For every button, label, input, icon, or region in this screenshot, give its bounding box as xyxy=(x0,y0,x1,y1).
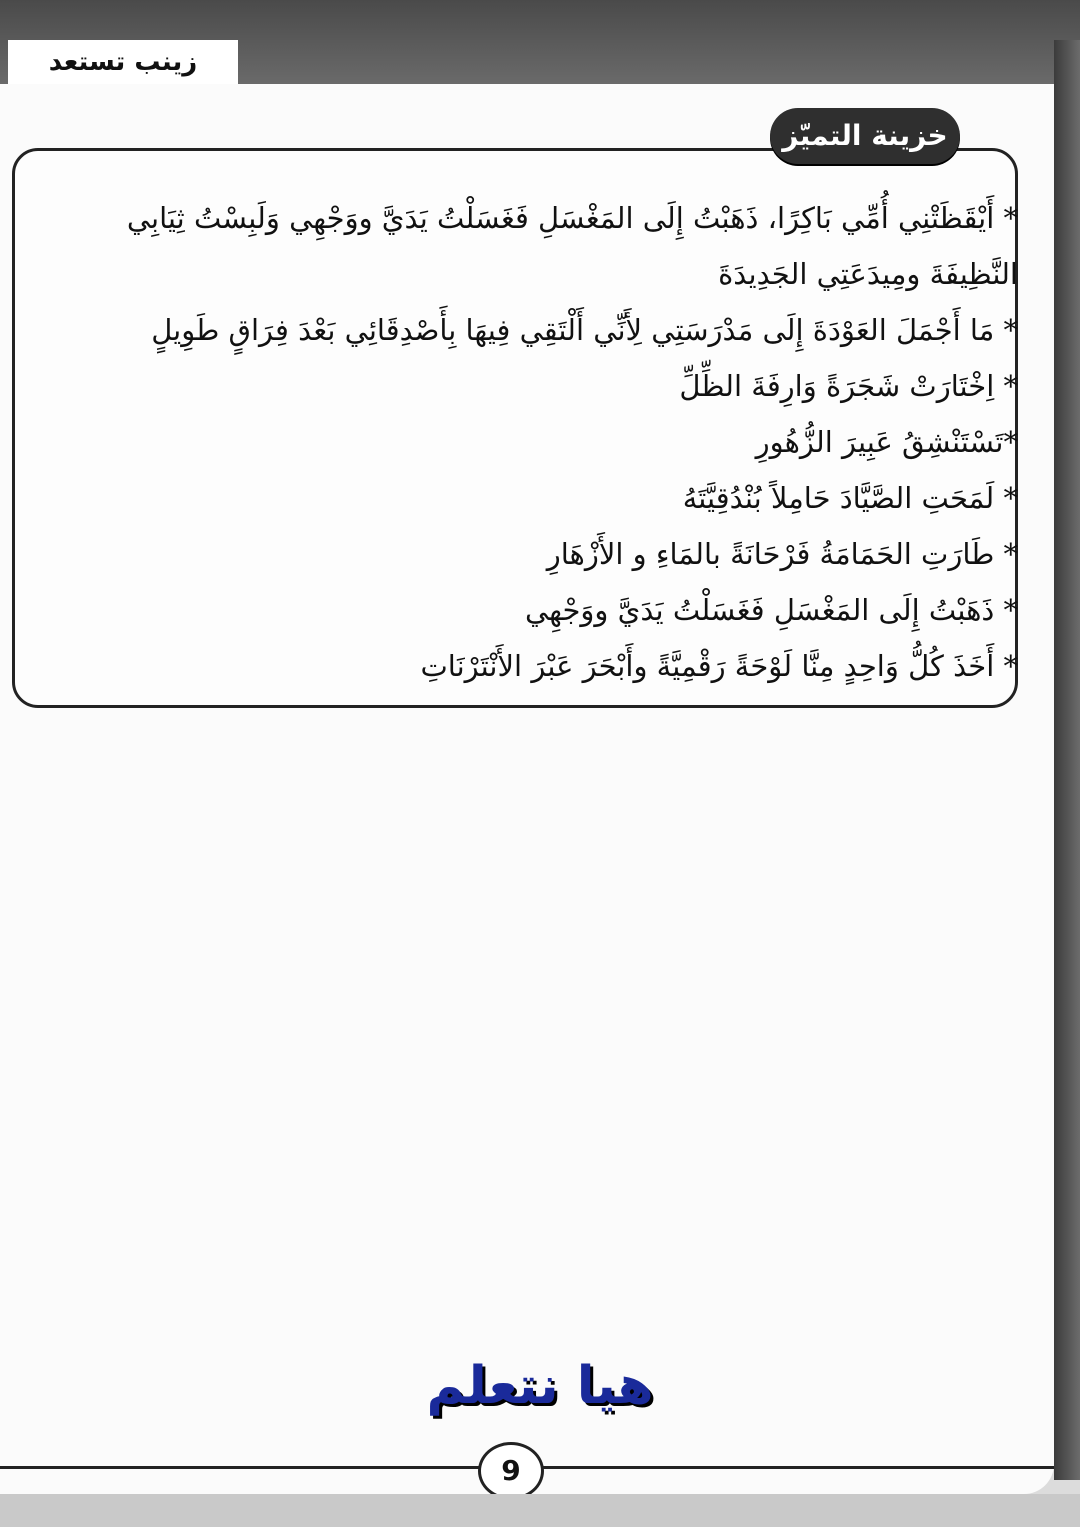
sentence-line: * أَخَذَ كُلُّ وَاحِدٍ مِنَّا لَوْحَةً رَقْمِيَّةً وأَبْحَرَ عَبْرَ الأَنْتَرْنَاتِ xyxy=(420,649,1018,683)
bottom-background xyxy=(0,1494,1080,1527)
page-number: 9 xyxy=(478,1442,544,1500)
sentence-line: * لَمَحَتِ الصَّيَّادَ حَامِلاً بُنْدُقِيَّتَهُ xyxy=(682,481,1018,515)
box-label-badge: خزينة التميّز xyxy=(770,108,960,164)
sentence-line: * طَارَتِ الحَمَامَةُ فَرْحَانَةً بالمَاءِ و الأَزْهَارِ xyxy=(546,537,1018,571)
sentence-line: * أَيْقَظَتْنِي أُمِّي بَاكِرًا، ذَهَبْتُ إِلَى المَغْسَلِ فَغَسَلْتُ يَدَيَّ ووَجْهِي وَلَبِسْتُ ثِيَابِي النَّظِيفَةَ ومِيدَعَتِي الجَدِيدَةَ xyxy=(126,201,1018,291)
sentence-line: * مَا أَجْمَلَ العَوْدَةَ إِلَى مَدْرَسَتِي لِأَنِّي أَلْتَقِي فِيهَا بِأَصْدِقَائِي بَعْدَ فِرَاقٍ طَوِيلٍ xyxy=(151,313,1018,347)
sentence-line: *تَسْتَنْشِقُ عَبِيرَ الزُّهُورِ xyxy=(755,425,1018,459)
sentence-list xyxy=(60,190,1018,694)
right-edge-strip xyxy=(1054,40,1080,1480)
lets-learn-heading: هيا نتعلم xyxy=(426,1356,654,1416)
page-header-title: زينب تستعد xyxy=(8,40,238,84)
sentence-line: * ذَهَبْتُ إِلَى المَغْسَلِ فَغَسَلْتُ يَدَيَّ ووَجْهِي xyxy=(524,593,1018,627)
sentence-line: * اِخْتَارَتْ شَجَرَةً وَارِفَةَ الظِّلِّ xyxy=(679,369,1018,403)
